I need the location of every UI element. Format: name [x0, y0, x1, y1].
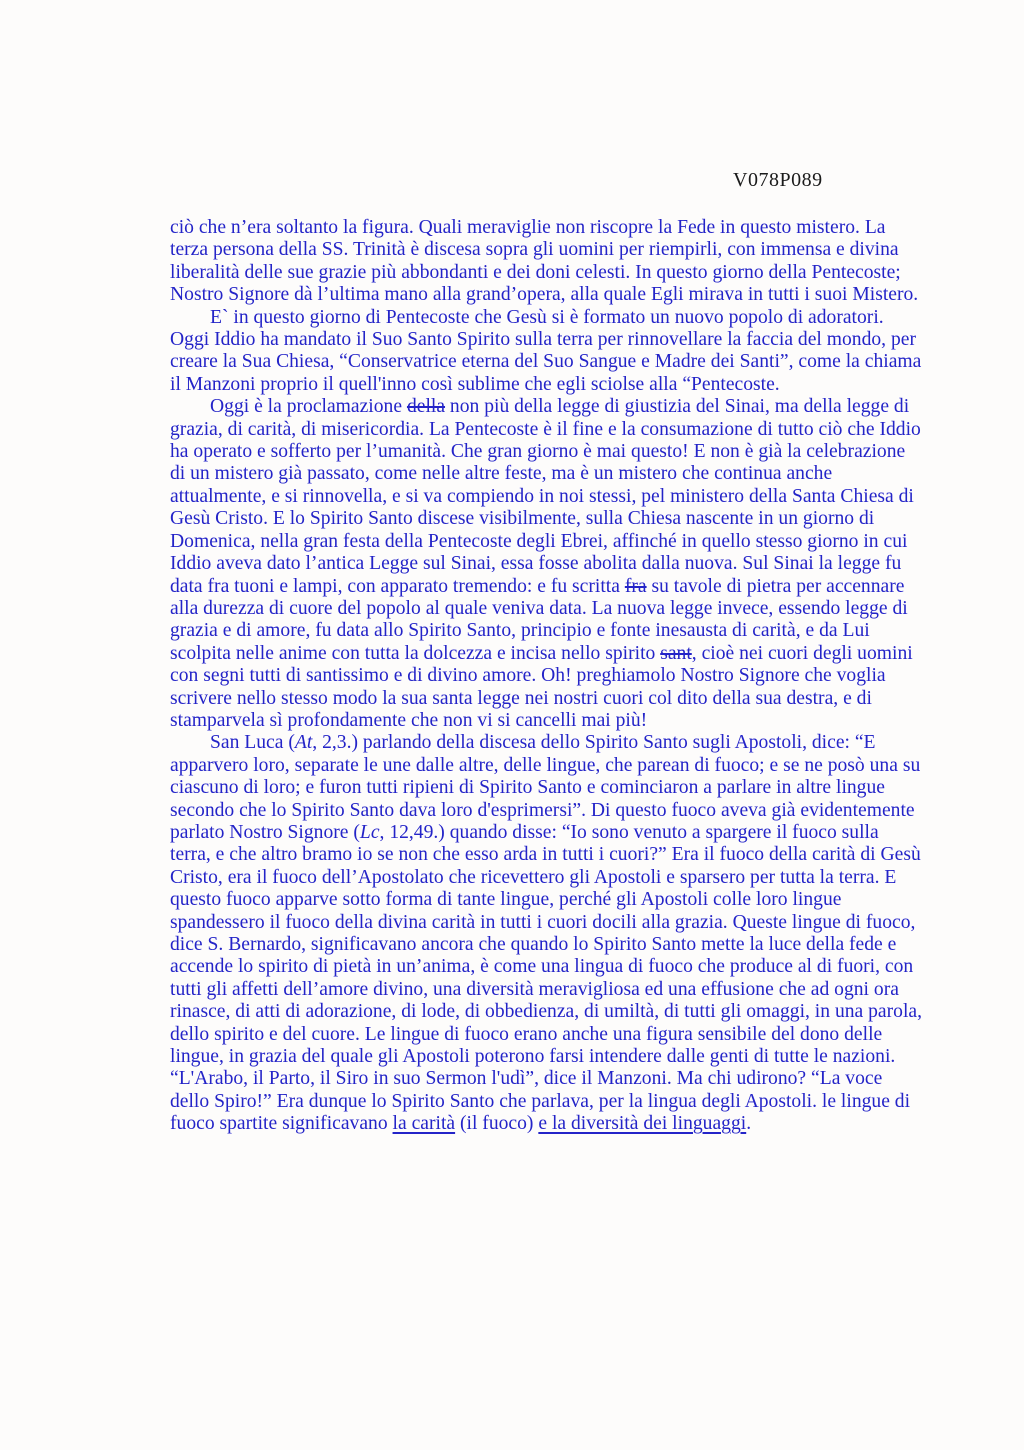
text-run: , 12,49.) quando disse: “Io sono venuto a spargere il fuoco sulla terra, e che altro bramo io se non che esso arda in tutti i cuori?” Era il fuoco della carità di Gesù Cristo, era il fuoco dell’Apostolato che ricevettero gli Apostoli e sparsero per tutta la terra. E questo fuoco apparve sotto forma di tante lingue, perché gli Apostoli colle loro lingue spandessero il fuoco della divina carità in tutti i cuori docili alla grazia. Queste lingue di fuoco, dice S. Bernardo, significavano ancora che quando lo Spirito Santo mette la luce della fede e accende lo spirito di pietà in un’anima, è come una lingua di fuoco che produce al di fuori, con tutti gli affetti dell’amore divino, una diversità meravigliosa ed una effusione che ad ogni ora rinasce, di atti di adorazione, di lode, di obbedienza, di umiltà, di tutti gli omaggi, in una parola, dello spirito e del cuore. Le lingue di fuoco erano anche una figura sensibile del dono delle lingue, in grazia del quale gli Apostoli poterono farsi intendere dalle genti di tutte le nazioni. “L'Arabo, il Parto, il Siro in suo Sermon l'udì”, dice il Manzoni. Ma chi udirono? “La voce dello Spiro!” Era dunque lo Spirito Santo che parlava, per la lingua degli Apostoli. le lingue di fuoco spartite significavano — [170, 821, 922, 1135]
text-run: ciò che n’era soltanto la figura. Quali meraviglie non riscopre la Fede in questo mistero. La terza persona della SS. Trinità è discesa sopra gli uomini per riempirli, con immensa e divina liberalità delle sue grazie più abbondanti e dei doni celesti. In questo giorno della Pentecoste; Nostro Signore dà l’ultima mano alla grand’opera, alla quale Egli mirava in tutti i suoi Mistero. — [170, 217, 919, 306]
text-run: San Luca ( — [210, 732, 295, 754]
document-code-header: V078P089 — [733, 169, 823, 191]
document-body — [170, 217, 923, 1136]
text-run: Oggi è la proclamazione — [210, 396, 407, 418]
text-run-italic: At — [294, 732, 313, 754]
paragraph — [170, 396, 923, 732]
text-run-underline: e la diversità dei linguaggi — [538, 1113, 747, 1135]
text-run-italic: Lc — [359, 821, 380, 843]
text-run-underline: la carità — [392, 1113, 456, 1135]
text-run-strike: sant — [660, 642, 692, 664]
paragraph — [170, 307, 923, 397]
text-run: , cioè nei cuori degli uomini con segni tutti di santissimo e di divino amore. Oh! preghiamolo Nostro Signore che voglia scrivere nello stesso modo la sua santa legge nei nostri cuori col dito della sua destra, e di stamparvela sì profondamente che non vi si cancelli mai più! — [170, 642, 913, 731]
text-run: (il fuoco) — [455, 1113, 539, 1135]
text-run-strike: della — [406, 396, 446, 418]
text-run: . — [746, 1113, 752, 1135]
text-run: su tavole di pietra per accennare alla durezza di cuore del popolo al quale veniva data. La nuova legge invece, essendo legge di grazia e di amore, fu data allo Spirito Santo, principio e fonte inesausta di carità, e da Lui scolpita nelle anime con tutta la dolcezza e incisa nello spirito — [170, 575, 908, 664]
text-run: non più della legge di giustizia del Sinai, ma della legge di grazia, di carità, di misericordia. La Pentecoste è il fine e la consumazione di tutto ciò che Iddio ha operato e sofferto per l’umanità. Che gran giorno è mai questo! E non è già la celebrazione di un mistero già passato, come nelle altre feste, ma è un mistero che continua anche attualmente, e si rinnovella, e si va compiendo in noi stessi, pel ministero della Santa Chiesa di Gesù Cristo. E lo Spirito Santo discese visibilmente, sulla Chiesa nascente in un giorno di Domenica, nella gran festa della Pentecoste degli Ebrei, affinché in quello stesso giorno in cui Iddio aveva dato l’antica Legge sul Sinai, essa fosse abolita dalla nuova. Sul Sinai la legge fu data fra tuoni e lampi, con apparato tremendo: e fu scritta — [170, 396, 921, 597]
text-run-strike: fra — [624, 575, 647, 597]
paragraph — [170, 732, 923, 1135]
text-run: E` in questo giorno di Pentecoste che Gesù si è formato un nuovo popolo di adoratori. Oggi Iddio ha mandato il Suo Santo Spirito sulla terra per rinnovellare la faccia del mondo, per creare la Sua Chiesa, “Conservatrice eterna del Suo Sangue e Madre dei Santi”, come la chiama il Manzoni proprio il quell'inno così sublime che egli sciolse alla “Pentecoste. — [170, 306, 922, 395]
text-run: , 2,3.) parlando della discesa dello Spirito Santo sugli Apostoli, dice: “E apparvero loro, separate le une dalle altre, delle lingue, che parean di fuoco; e se ne posò una su ciascuno di loro; e furon tutti ripieni di Spirito Santo e cominciaron a parlare in altre lingue secondo che lo Spirito Santo dava loro d'esprimersi”. Di questo fuoco aveva già evidentemente parlato Nostro Signore ( — [170, 732, 921, 843]
paragraph — [170, 217, 923, 307]
